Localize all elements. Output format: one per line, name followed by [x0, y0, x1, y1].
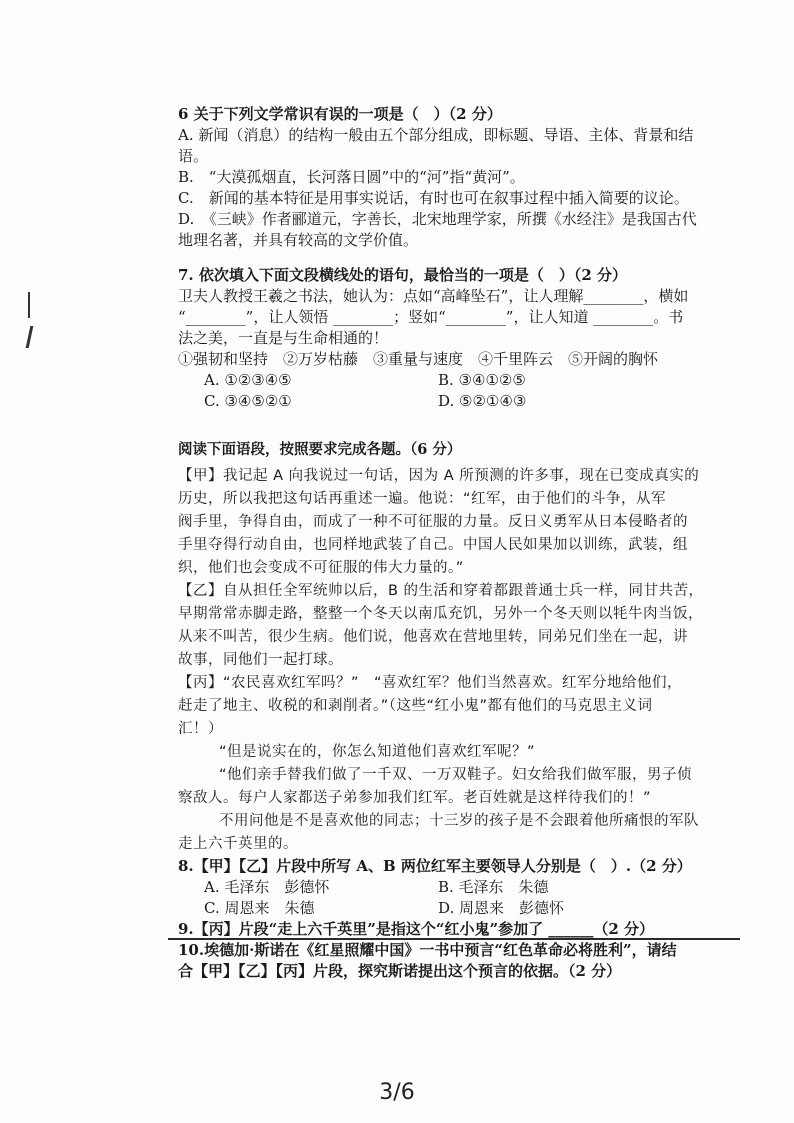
passage-line: 不用问他是不是喜欢他的同志；十三岁的孩子是不会跟着他所痛恨的军队	[204, 813, 699, 829]
question-6	[178, 104, 738, 251]
question-10-line: 合【甲】【乙】【丙】片段，探究斯诺提出这个预言的依据。（2 分）	[178, 962, 622, 980]
question-6-line: C. 新闻的基本特征是用事实说话，有时也可在叙事过程中插入简要的议论。	[178, 189, 689, 207]
question-6-line: 地理名著，并具有较高的文学价值。	[178, 231, 419, 249]
passage-line: “他们亲手替我们做了一千双、一万双鞋子。妇女给我们做军服，男子侦	[204, 767, 693, 783]
question-6-line: D. 《三峡》作者郦道元，字善长，北宋地理学家，所撰《水经注》是我国古代	[178, 210, 697, 228]
passage-line: 汇！）	[178, 721, 223, 737]
question-7-line: 法之美，一直是与生命相通的！	[178, 329, 389, 347]
exam-content	[178, 104, 738, 982]
scan-mark-top	[28, 292, 30, 318]
question-6-line: 语。	[178, 147, 209, 165]
question-7	[178, 265, 738, 412]
passage-line: 从来不叫苦，很少生病。他们说，他喜欢在营地里转，同弟兄们坐在一起，讲	[178, 629, 688, 645]
passage-line: 手里夺得行动自由，也同样地武装了自己。中国人民如果加以训练，武装，组	[178, 537, 688, 553]
passage-line: 察敌人。每户人家都送子弟参加我们红军。老百姓就是这样待我们的！”	[178, 790, 652, 806]
question-6-title: 6 关于下列文学常识有误的一项是（ ）（2 分）	[178, 105, 502, 123]
question-7-line: “________”，让人领悟 ________；竖如“________”，让人知道 ________。书	[178, 308, 684, 326]
page-number: 3/6	[379, 1080, 415, 1105]
passage-line: 【甲】我记起 A 向我说过一句话，因为 A 所预测的许多事，现在已变成真实的	[178, 468, 700, 484]
passage-line: 织，他们也会变成不可征服的伟大力量的。”	[178, 560, 464, 576]
option-a: A. ①②③④⑤	[204, 371, 292, 389]
question-8	[178, 856, 738, 919]
option-c: C. ③④⑤②①	[204, 392, 292, 410]
passage-line: “但是说实在的，你怎么知道他们喜欢红军呢？”	[204, 744, 536, 760]
reading-title: 阅读下面语段，按照要求完成各题。（6 分）	[178, 441, 462, 458]
option-a: A. 毛泽东 彭德怀	[204, 878, 330, 896]
option-c: C. 周恩来 朱德	[204, 899, 315, 917]
passage-line: 【丙】“农民喜欢红军吗？” “喜欢红军？他们当然喜欢。红军分地给他们，	[178, 675, 683, 691]
question-7-title: 7. 依次填入下面文段横线处的语句，最恰当的一项是（ ）（2 分）	[178, 266, 628, 284]
passage-line: 走上六千英里的。	[178, 836, 298, 852]
option-b: B. ③④①②⑤	[438, 371, 526, 389]
scan-mark-bottom	[26, 326, 34, 348]
reading-passage	[178, 438, 738, 856]
question-10	[178, 940, 738, 982]
option-d: D. 周恩来 彭德怀	[438, 899, 565, 917]
passage-line: 阀手里，争得自由，而成了一种不可征服的力量。反日义勇军从日本侵略者的	[178, 514, 688, 530]
question-7-line: ①强韧和坚持 ②万岁枯藤 ③重量与速度 ④千里阵云 ⑤开阔的胸怀	[178, 350, 659, 368]
option-b: B. 毛泽东 朱德	[438, 878, 549, 896]
question-8-options-row	[178, 877, 738, 898]
passage-line: 历史，所以我把这句话再重述一遍。他说：“红军，由于他们的斗争，从军	[178, 491, 667, 507]
passage-line: 赶走了地主、收税的和剥削者。”（这些“红小鬼”都有他们的马克思主义词	[178, 698, 653, 714]
question-7-options-row	[178, 370, 738, 391]
passage-line: 早期常常赤脚走路，整整一个冬天以南瓜充饥，另外一个冬天则以牦牛肉当饭，	[178, 606, 703, 622]
passage-line: 故事，同他们一起打球。	[178, 652, 343, 668]
question-9-title: 9.【丙】片段“走上六千英里”是指这个“红小鬼”参加了 ______（2 分）	[178, 920, 655, 938]
question-6-line: B. “大漠孤烟直，长河落日圆”中的“河”指“黄河”。	[178, 168, 525, 186]
answer-divider-line	[168, 938, 740, 940]
question-7-options-row	[178, 391, 738, 412]
question-8-title: 8.【甲】【乙】片段中所写 A、B 两位红军主要领导人分别是（ ）.（2 分）	[178, 857, 692, 875]
question-10-line: 10.埃德加·斯诺在《红星照耀中国》一书中预言“红色革命必将胜利”，请结	[178, 941, 677, 959]
option-d: D. ⑤②①④③	[438, 392, 527, 410]
question-8-options-row	[178, 898, 738, 919]
question-7-line: 卫夫人教授王羲之书法，她认为：点如“高峰坠石”，让人理解________，横如	[178, 287, 689, 305]
question-6-line: A. 新闻（消息）的结构一般由五个部分组成，即标题、导语、主体、背景和结	[178, 126, 694, 144]
question-9	[178, 919, 738, 940]
passage-line: 【乙】自从担任全军统帅以后，B 的生活和穿着都跟普通士兵一样，同甘共苦，	[178, 583, 704, 599]
